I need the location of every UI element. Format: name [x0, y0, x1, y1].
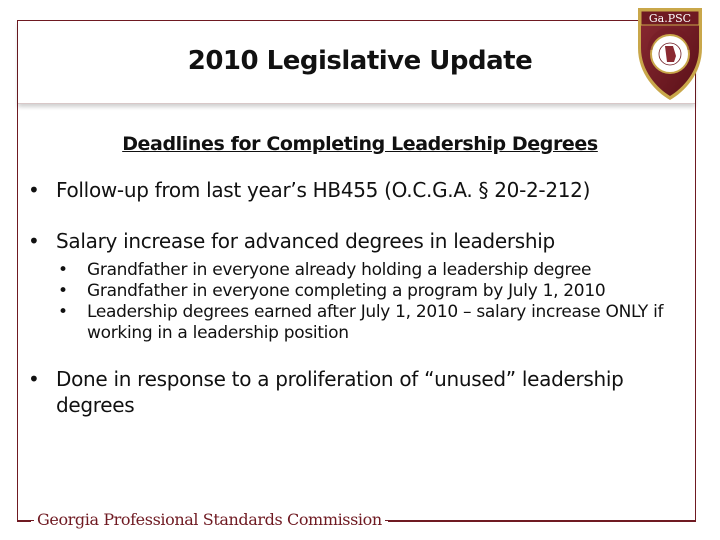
bullet-item	[26, 228, 696, 344]
bullet-item	[26, 366, 696, 418]
bullet-text: Done in response to a proliferation of “unused” leadership degrees	[56, 367, 624, 417]
sub-bullet-text: Grandfather in everyone already holding a leadership degree	[87, 260, 592, 280]
bullet-item	[26, 177, 696, 203]
footer	[0, 508, 720, 532]
footer-rule-right	[388, 520, 696, 522]
sub-bullet-item	[56, 260, 696, 281]
sub-bullet-item	[56, 302, 696, 344]
sub-bullet-list	[56, 260, 696, 344]
slide-title: 2010 Legislative Update	[187, 46, 533, 76]
gapsc-shield-logo	[632, 4, 708, 104]
sub-bullet-text: Grandfather in everyone completing a program by July 1, 2010	[87, 281, 606, 301]
sub-bullet-item	[56, 281, 696, 302]
bullet-text: Follow-up from last year’s HB455 (O.C.G.A. § 20-2-212)	[56, 178, 591, 202]
footer-rule-left	[17, 520, 31, 522]
slide-subtitle: Deadlines for Completing Leadership Degrees	[122, 133, 598, 155]
sub-bullet-text: Leadership degrees earned after July 1, 2010 – salary increase ONLY if working in a leadership position	[87, 302, 664, 343]
bullet-text: Salary increase for advanced degrees in leadership	[56, 229, 555, 253]
footer-text: Georgia Professional Standards Commission	[34, 510, 385, 529]
bullet-list	[26, 177, 696, 418]
logo-label: Ga.PSC	[648, 12, 692, 25]
